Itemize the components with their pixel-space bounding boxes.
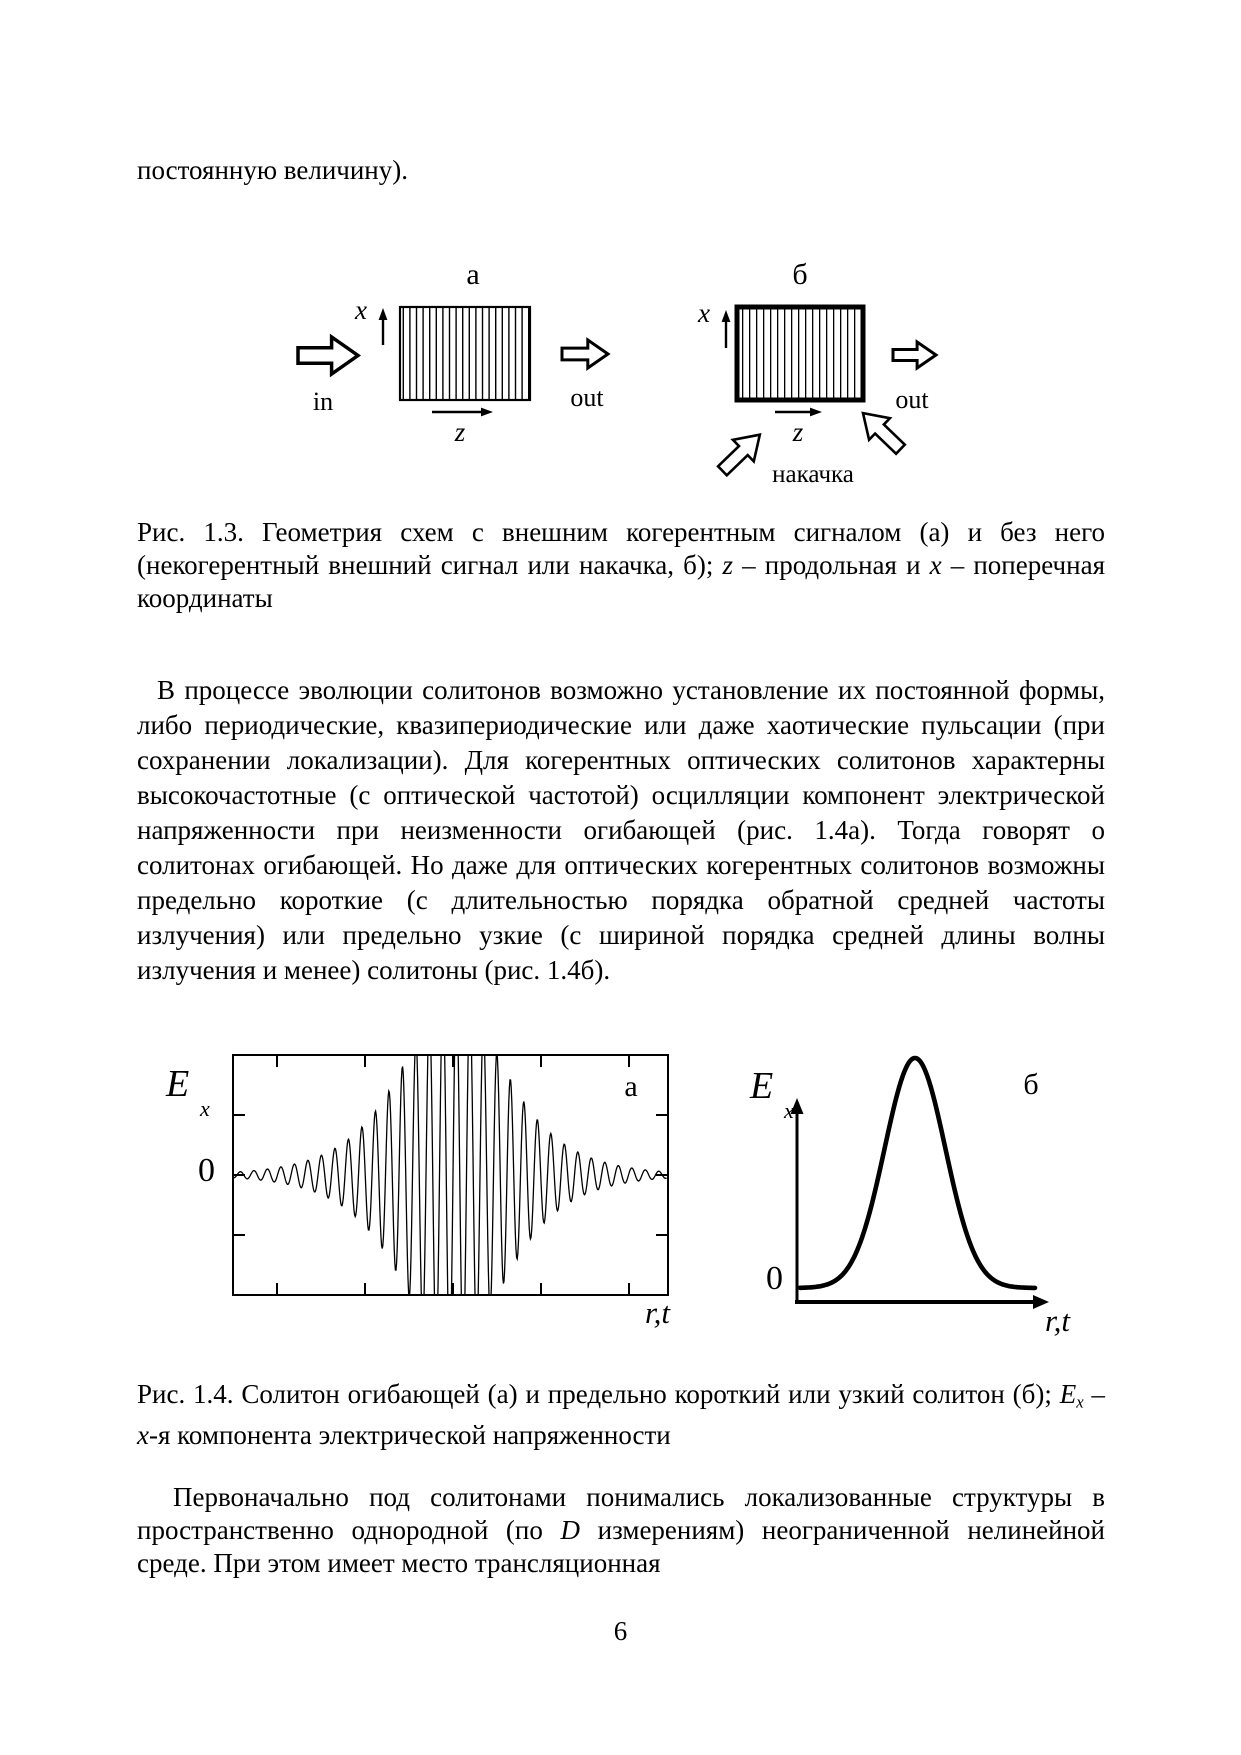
body-paragraph-2 [137, 1481, 1105, 1580]
caption-1-4-dash: – [1083, 1379, 1106, 1409]
in-label: in [312, 387, 334, 416]
plot-a-panel-label: а [624, 1070, 638, 1103]
figure-1-4 [0, 1040, 1241, 1345]
caption-1-3-z: z [722, 550, 734, 580]
plot-a-rt-label: r,t [645, 1295, 670, 1330]
panel-b-label: б [792, 258, 808, 291]
x-axis-label-b: x [698, 298, 710, 328]
caption-1-3-text-3: – поперечная координаты [137, 550, 1105, 613]
z-axis-arrowhead-a [481, 408, 493, 417]
z-axis-label-b: z [792, 417, 804, 447]
figure-1-3-caption [137, 516, 1105, 615]
caption-1-3-text: Рис. 1.3. Геометрия схем с внешним когерентным сигналом (а) и без него (некогерентный внешний сигнал или накачка, б); [137, 517, 1105, 580]
x-axis-arrowhead-a [379, 308, 388, 320]
plot-a-drawing [130, 1040, 675, 1345]
body-paragraph-1: В процессе эволюции солитонов возможно установление их постоянной формы, либо периодические, квазипериодические или даже хаотические пульсации (при сохранении локализации). Для когерентных оптических солитонов характерны высокочастотные (с оптической частотой) осцилляции компонент электрической напряженности при неизменности огибающей (рис. 1.4а). Тогда говорят о солитонах огибающей. Но даже для оптических когерентных солитонов возможны предельно короткие (с длительностью порядка обратной средней частоты излучения) или предельно узкие (с шириной порядка средней длины волны излучения и менее) солитоны (рис. 1.4б). [137, 675, 1105, 985]
plot-b-zero-label: 0 [766, 1260, 783, 1297]
nonlinear-medium-a [400, 307, 530, 400]
plot-b-short-soliton [650, 1040, 1120, 1345]
figure-1-3 [0, 225, 1241, 503]
plot-a-zero-label: 0 [198, 1152, 215, 1189]
out-label-b: out [895, 385, 929, 414]
plot-b-panel-label: б [1023, 1068, 1039, 1101]
paragraph-2-D: D [560, 1515, 580, 1545]
page-number: 6 [613, 1616, 628, 1646]
z-axis-label-a: z [454, 417, 466, 447]
caption-1-3-x: x [929, 550, 942, 580]
caption-1-4-text-2: -я компонента электрической напряженности [148, 1419, 671, 1450]
caption-1-4-E: E [1059, 1379, 1077, 1409]
plot-b-E-label: E [750, 1065, 774, 1107]
soliton-envelope-curve [800, 1058, 1035, 1288]
out-label-a: out [570, 383, 604, 412]
plot-b-rt-label: r,t [1045, 1303, 1070, 1338]
caption-1-4-E-sub: x [1076, 1392, 1084, 1412]
plot-b-drawing [650, 1040, 1120, 1345]
caption-1-4-text: Рис. 1.4. Солитон огибающей (а) и предельно короткий или узкий солитон (б); [137, 1379, 1060, 1409]
x-axis-label-a: x [355, 295, 367, 325]
plot-b-E-subscript: x [784, 1098, 794, 1123]
output-beam-arrow-b [893, 342, 936, 368]
pump-label: накачка [772, 461, 854, 488]
plot-a-E-subscript: x [200, 1096, 210, 1121]
output-beam-arrow-a [562, 340, 608, 368]
x-axis-arrowhead-b [722, 310, 731, 322]
paragraph-2-text: Первоначально под солитонами понимались локализованные структуры в пространственно однородной (по [137, 1482, 1105, 1545]
paragraph-2-text-2: измерениям) неограниченной нелинейной среде. При этом имеет место трансляционная [137, 1515, 1105, 1578]
plot-a-envelope-soliton [130, 1040, 675, 1345]
nonlinear-medium-b [737, 307, 863, 400]
caption-1-4-x: х [137, 1419, 149, 1450]
input-beam-arrow [298, 337, 358, 374]
intro-line: постоянную величину). [137, 155, 408, 185]
figure-1-3-drawing [0, 225, 1241, 503]
oscillating-wave-packet [234, 1040, 667, 1345]
caption-1-3-text-2: – продольная и [733, 550, 930, 580]
figure-1-4-caption [137, 1378, 1105, 1452]
z-axis-arrowhead-b [810, 408, 822, 417]
plot-a-E-label: E [166, 1063, 190, 1105]
panel-a-label: а [466, 258, 480, 291]
